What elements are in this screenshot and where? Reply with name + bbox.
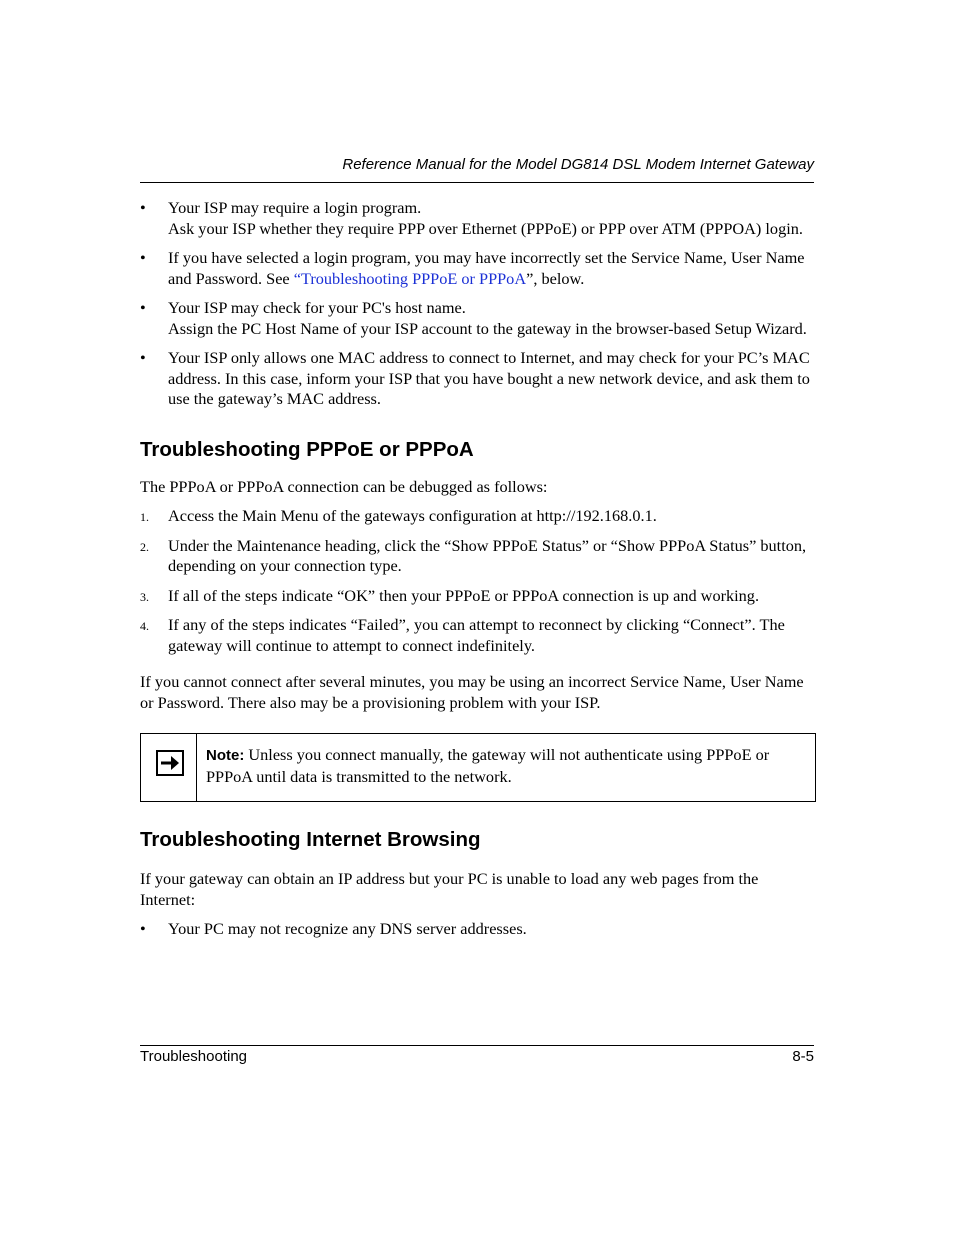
bullet-marker: • (140, 919, 146, 938)
bullet-text: Your PC may not recognize any DNS server addresses. (168, 919, 527, 938)
bullet-line: Assign the PC Host Name of your ISP account to the gateway in the browser-based Setup Wizard. (168, 318, 807, 338)
note-box (140, 733, 816, 802)
bullet-line: Your ISP may check for your PC's host name. (168, 298, 466, 317)
step-text: If all of the steps indicate “OK” then your PPPoE or PPPoA connection is up and working. (168, 585, 760, 605)
bullet-text: Your ISP only allows one MAC address to connect to Internet, and may check for your PC’s MAC address. In this case, inform your ISP that you have bought a new network device, and ask them to use the gateway’s MAC address. (168, 348, 810, 408)
bullet-item (140, 919, 816, 940)
bullet-item (140, 298, 816, 339)
numbered-step (140, 536, 816, 577)
step-text: Under the Maintenance heading, click the “Show PPPoE Status” or “Show PPPoA Status” button, depending on your connection type. (168, 535, 807, 575)
bullet-marker: • (140, 248, 146, 267)
bullet-marker: • (140, 198, 146, 217)
step-number: 4. (140, 619, 149, 633)
bullet-line: Ask your ISP whether they require PPP over Ethernet (PPPoE) or PPP over ATM (PPPOA) login. (168, 218, 803, 238)
page-content (140, 198, 816, 949)
footer-chapter: Troubleshooting (140, 1048, 248, 1065)
bullet-text (168, 248, 816, 289)
arrow-right-icon (156, 750, 184, 776)
note-body: Unless you connect manually, the gateway will not authenticate using PPPoE or PPPoA until data is transmitted to the network. (206, 745, 770, 786)
header-rule (140, 182, 814, 183)
pppoe-section-link[interactable]: “Troubleshooting PPPoE or PPPoA (293, 268, 527, 288)
section-intro: If your gateway can obtain an IP address but your PC is unable to load any web pages from the Internet: (140, 869, 759, 909)
section-heading-browsing: Troubleshooting Internet Browsing (140, 828, 481, 851)
step-number: 1. (140, 510, 149, 524)
step-number: 3. (140, 589, 149, 604)
bullet-item (140, 198, 816, 239)
section-paragraph: If you cannot connect after several minutes, you may be using an incorrect Service Name, User Name or Password. There also may be a provisioning problem with your ISP. (140, 672, 804, 712)
bullet-text-after: ”, below. (526, 268, 585, 288)
note-text (206, 745, 806, 787)
step-number: 2. (140, 539, 149, 554)
footer-rule (140, 1045, 814, 1046)
section-intro: The PPPoA or PPPoA connection can be debugged as follows: (140, 476, 548, 496)
note-icon-cell (141, 734, 197, 801)
bullet-item (140, 248, 816, 289)
section-heading-pppoe: Troubleshooting PPPoE or PPPoA (140, 437, 474, 461)
numbered-step (140, 506, 816, 527)
footer-page-number: 8-5 (792, 1048, 814, 1065)
bullet-marker: • (140, 348, 146, 367)
step-text: If any of the steps indicates “Failed”, you can attempt to reconnect by clicking “Connect”. The gateway will continue to attempt to connect indefinitely. (168, 615, 785, 655)
step-text: Access the Main Menu of the gateways configuration at http://192.168.0.1. (168, 506, 657, 525)
bullet-line: Your ISP may require a login program. (168, 198, 422, 217)
numbered-step (140, 615, 816, 656)
bullet-item (140, 348, 816, 410)
bullet-marker: • (140, 298, 146, 317)
numbered-step (140, 586, 816, 607)
note-label: Note: (206, 747, 245, 764)
bullet-text-before: If you have selected a login program, you may have incorrectly set the Service Name, User Name and Password. See (168, 248, 805, 288)
running-header: Reference Manual for the Model DG814 DSL Modem Internet Gateway (342, 156, 814, 173)
